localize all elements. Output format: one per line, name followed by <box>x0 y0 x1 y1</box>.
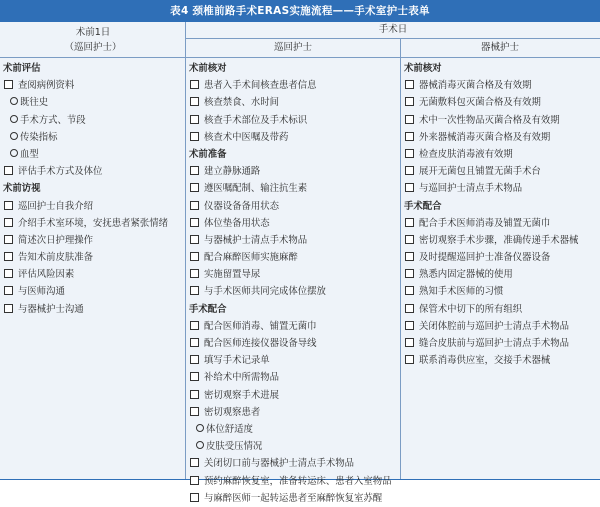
checkbox[interactable] <box>190 269 199 278</box>
item-text: 与器械护士沟通 <box>18 303 84 315</box>
checklist-item <box>401 301 600 318</box>
checklist-item <box>186 232 399 249</box>
item-text: 患者入手术间核查患者信息 <box>204 80 317 92</box>
checkbox[interactable] <box>4 286 13 295</box>
item-text: 密切观察手术步骤，准确传递手术器械 <box>419 234 579 246</box>
checklist-subitem <box>186 421 399 438</box>
checklist-item <box>186 129 399 146</box>
checkbox[interactable] <box>405 80 414 89</box>
checkbox[interactable] <box>4 166 13 175</box>
section-heading: 手术配合 <box>189 303 227 315</box>
checklist-item <box>0 301 185 318</box>
checklist-item <box>186 180 399 197</box>
circle-bullet-icon <box>10 97 18 105</box>
checkbox[interactable] <box>405 321 414 330</box>
item-text: 既往史 <box>20 97 49 109</box>
checklist-table <box>0 22 600 504</box>
checklist-item <box>186 335 399 352</box>
checklist-item <box>401 283 600 300</box>
preop-role-label: （巡回护士） <box>64 42 122 53</box>
section-heading: 术前访视 <box>3 183 41 195</box>
checkbox[interactable] <box>190 390 199 399</box>
checklist-item <box>401 232 600 249</box>
checkbox[interactable] <box>405 235 414 244</box>
checkbox[interactable] <box>405 252 414 261</box>
section-heading: 术前核对 <box>189 63 227 74</box>
checkbox[interactable] <box>4 252 13 261</box>
item-text: 预约麻醉恢复室，准备转运床、患者入室物品 <box>204 475 392 487</box>
item-text: 介绍手术室环境，安抚患者紧张情绪 <box>18 217 169 229</box>
checkbox[interactable] <box>190 321 199 330</box>
item-text: 术中一次性物品灭菌合格及有效期 <box>419 114 560 126</box>
checklist-item <box>186 404 399 421</box>
item-text: 与巡回护士清点手术物品 <box>419 183 523 195</box>
checklist-item <box>186 387 399 404</box>
checklist-item <box>186 369 399 386</box>
item-text: 评估风险因素 <box>18 269 75 281</box>
item-text: 无菌敷料包灭菌合格及有效期 <box>419 97 541 109</box>
preop-header <box>0 22 186 56</box>
checkbox[interactable] <box>190 80 199 89</box>
item-text: 缝合皮肤前与巡回护士清点手术物品 <box>419 338 570 349</box>
item-text: 与器械护士清点手术物品 <box>204 234 308 246</box>
checkbox[interactable] <box>190 493 199 502</box>
checkbox[interactable] <box>190 252 199 261</box>
checkbox[interactable] <box>190 115 199 124</box>
checklist-subitem <box>0 129 185 146</box>
checklist-item <box>0 215 185 232</box>
checklist-item <box>186 318 399 335</box>
checkbox[interactable] <box>190 235 199 244</box>
surgery-day-header: 手术日 <box>378 24 408 35</box>
checkbox[interactable] <box>405 218 414 227</box>
item-text: 查阅病例资料 <box>18 80 75 92</box>
checkbox[interactable] <box>405 115 414 124</box>
item-text: 简述次日护理操作 <box>18 234 94 246</box>
checkbox[interactable] <box>190 372 199 381</box>
checklist-subitem <box>0 146 185 163</box>
item-text: 密切观察患者 <box>204 406 261 418</box>
checkbox[interactable] <box>4 201 13 210</box>
item-text: 遵医嘱配制、输注抗生素 <box>204 183 308 195</box>
section-heading: 术前评估 <box>3 63 41 74</box>
checkbox[interactable] <box>405 269 414 278</box>
instrument-nurse-column <box>401 60 600 369</box>
item-text: 体位垫备用状态 <box>204 217 270 229</box>
checklist-item <box>0 249 185 266</box>
item-text: 告知术前皮肤准备 <box>18 252 94 264</box>
item-text: 配合医师连接仪器设备导线 <box>204 338 317 349</box>
item-text: 体位舒适度 <box>206 423 253 435</box>
checklist-item <box>186 163 399 180</box>
checkbox[interactable] <box>190 166 199 175</box>
checklist-subitem <box>0 94 185 111</box>
checklist-subitem <box>0 112 185 129</box>
checkbox[interactable] <box>4 80 13 89</box>
checkbox[interactable] <box>190 286 199 295</box>
circulating-nurse-column <box>186 60 399 507</box>
checklist-item <box>401 318 600 335</box>
table-title: 表4 颈椎前路手术ERAS实施流程——手术室护士表单 <box>0 0 600 22</box>
checklist-item <box>401 335 600 352</box>
item-text: 保管术中切下的所有组织 <box>419 303 523 315</box>
item-text: 熟悉内固定器械的使用 <box>419 269 513 281</box>
checkbox[interactable] <box>190 355 199 364</box>
item-text: 手术方式、节段 <box>20 114 86 126</box>
item-text: 血型 <box>20 148 39 160</box>
checklist-item <box>0 198 185 215</box>
checkbox[interactable] <box>405 149 414 158</box>
checklist-item <box>401 215 600 232</box>
checkbox[interactable] <box>405 355 414 364</box>
checklist-item <box>0 163 185 180</box>
checklist-item <box>186 198 399 215</box>
checklist-item <box>186 455 399 472</box>
checkbox[interactable] <box>4 304 13 313</box>
checkbox[interactable] <box>4 235 13 244</box>
item-text: 密切观察手术进展 <box>204 389 280 401</box>
checklist-item <box>401 146 600 163</box>
checklist-item <box>401 266 600 283</box>
checkbox[interactable] <box>190 458 199 467</box>
section-heading: 术前核对 <box>404 63 442 74</box>
item-text: 关闭体腔前与巡回护士清点手术物品 <box>419 320 570 332</box>
checkbox[interactable] <box>405 97 414 106</box>
item-text: 评估手术方式及体位 <box>18 166 103 178</box>
item-text: 与医师沟通 <box>18 286 65 298</box>
item-text: 配合麻醉医师实施麻醉 <box>204 252 298 264</box>
checkbox[interactable] <box>405 183 414 192</box>
item-text: 检查皮肤消毒液有效期 <box>419 148 513 160</box>
checklist-item <box>186 490 399 507</box>
checkbox[interactable] <box>190 183 199 192</box>
item-text: 与麻醉医师一起转运患者至麻醉恢复室苏醒 <box>204 492 383 504</box>
circle-bullet-icon <box>196 424 204 432</box>
checklist-item <box>401 352 600 369</box>
checklist-item <box>186 94 399 111</box>
preop-column <box>0 60 185 318</box>
checklist-item <box>0 266 185 283</box>
checkbox[interactable] <box>405 304 414 313</box>
checklist-item <box>0 283 185 300</box>
item-text: 仪器设备备用状态 <box>204 200 280 212</box>
checkbox[interactable] <box>405 286 414 295</box>
item-text: 建立静脉通路 <box>204 166 261 178</box>
section-heading: 术前准备 <box>189 148 227 160</box>
item-text: 器械消毒灭菌合格及有效期 <box>419 80 532 92</box>
header-divider <box>0 57 600 58</box>
checkbox[interactable] <box>190 97 199 106</box>
checklist-item <box>0 77 185 94</box>
item-text: 传染指标 <box>20 131 58 143</box>
circle-bullet-icon <box>10 132 18 140</box>
checkbox[interactable] <box>190 476 199 485</box>
header-divider <box>186 38 600 39</box>
item-text: 配合手术医师消毒及铺置无菌巾 <box>419 217 551 229</box>
checklist-item <box>401 112 600 129</box>
checklist-item <box>401 77 600 94</box>
checklist-item <box>401 129 600 146</box>
checkbox[interactable] <box>190 201 199 210</box>
item-text: 核查术中医嘱及带药 <box>204 131 289 143</box>
instrument-nurse-header: 器械护士 <box>480 42 519 53</box>
item-text: 补给术中所需物品 <box>204 372 280 384</box>
item-text: 皮肤受压情况 <box>206 441 263 453</box>
item-text: 巡回护士自我介绍 <box>18 200 94 212</box>
item-text: 实施留置导尿 <box>204 269 261 281</box>
preop-day-label: 术前1日 <box>75 27 111 38</box>
checklist-item <box>186 266 399 283</box>
checklist-item <box>401 249 600 266</box>
checkbox[interactable] <box>4 218 13 227</box>
checklist-item <box>401 94 600 111</box>
checkbox[interactable] <box>405 166 414 175</box>
checkbox[interactable] <box>405 132 414 141</box>
item-text: 及时提醒巡回护士准备仪器设备 <box>419 252 551 264</box>
circle-bullet-icon <box>196 441 204 449</box>
circle-bullet-icon <box>10 115 18 123</box>
checklist-item <box>186 283 399 300</box>
item-text: 核查手术部位及手术标识 <box>204 114 308 126</box>
checklist-item <box>401 180 600 197</box>
item-text: 与手术医师共同完成体位摆放 <box>204 286 326 298</box>
item-text: 填写手术记录单 <box>204 355 270 367</box>
checklist-item <box>186 215 399 232</box>
checklist-item <box>0 232 185 249</box>
circle-bullet-icon <box>10 149 18 157</box>
checklist-item <box>186 112 399 129</box>
item-text: 核查禁食、水时间 <box>204 97 280 109</box>
checklist-subitem <box>186 438 399 455</box>
checkbox[interactable] <box>4 269 13 278</box>
item-text: 外来器械消毒灭菌合格及有效期 <box>419 131 551 143</box>
checkbox[interactable] <box>405 338 414 347</box>
checkbox[interactable] <box>190 132 199 141</box>
checkbox[interactable] <box>190 407 199 416</box>
checklist-item <box>186 249 399 266</box>
checklist-item <box>186 473 399 490</box>
item-text: 关闭切口前与器械护士清点手术物品 <box>204 458 355 470</box>
item-text: 配合医师消毒、铺置无菌巾 <box>204 320 317 332</box>
item-text: 展开无菌包且铺置无菌手术台 <box>419 166 541 178</box>
circulating-nurse-header: 巡回护士 <box>273 42 312 53</box>
item-text: 联系消毒供应室，交接手术器械 <box>419 355 551 367</box>
checkbox[interactable] <box>190 218 199 227</box>
section-heading: 手术配合 <box>404 200 442 212</box>
checkbox[interactable] <box>190 338 199 347</box>
checklist-item <box>186 77 399 94</box>
item-text: 熟知手术医师的习惯 <box>419 286 504 298</box>
checklist-item <box>186 352 399 369</box>
checklist-item <box>401 163 600 180</box>
